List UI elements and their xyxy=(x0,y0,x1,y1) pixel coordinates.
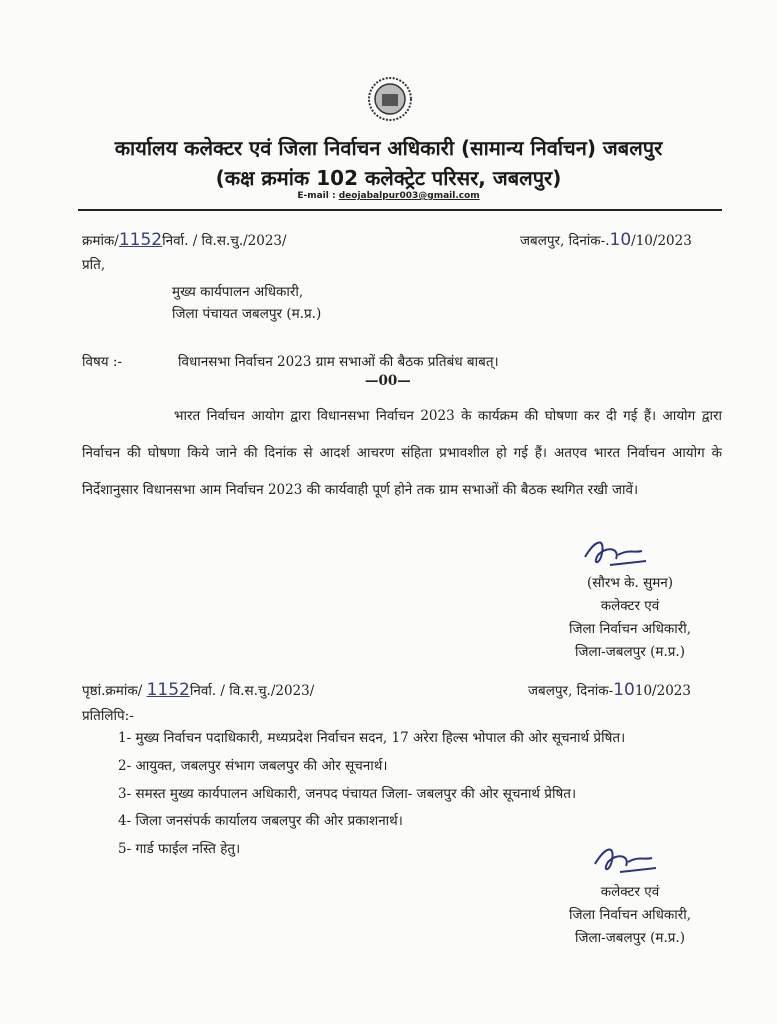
to-label: प्रति, xyxy=(82,257,106,273)
subject-label: विषय :- xyxy=(82,354,123,370)
subject-text: विधानसभा निर्वाचन 2023 ग्राम सभाओं की बैठक प्रतिबंध बाबत्। xyxy=(178,354,499,370)
date-prefix: जबलपुर, दिनांक-. xyxy=(520,233,610,249)
handwritten-date-day: 10 xyxy=(613,680,635,700)
signatory-title: जिला-जबलपुर (म.प्र.) xyxy=(575,930,685,946)
place-date xyxy=(520,230,692,250)
office-title: कार्यालय कलेक्टर एवं जिला निर्वाचन अधिकारी (सामान्य निर्वाचन) जबलपुर xyxy=(114,136,663,160)
ref-suffix: निर्वा. / वि.स.चु./2023/ xyxy=(162,233,287,249)
signatory-title: कलेक्टर एवं xyxy=(600,598,660,614)
handwritten-ref-number: 1152 xyxy=(146,680,190,700)
signatory-block xyxy=(530,572,730,664)
copy-item: 4- जिला जनसंपर्क कार्यालय जबलपुर की ओर प्रकाशनार्थ। xyxy=(118,813,403,829)
email-link[interactable]: deojabalpur003@gmail.com xyxy=(338,191,480,201)
signature xyxy=(590,842,660,882)
separator: —00— xyxy=(365,373,411,389)
ref-suffix: निर्वा. / वि.स.चु./2023/ xyxy=(189,683,315,699)
body-paragraph: भारत निर्वाचन आयोग द्वारा विधानसभा निर्वाचन 2023 के कार्यक्रम की घोषणा कर दी गई हैं। आयोग द्वारा निर्वाचन की घोषणा किये जाने की दिनांक से आदर्श आचरण संहिता प्रभावशील हो गई हैं। अतएव भारत निर्वाचन आयोग के निर्देशानुसार विधानसभा आम निर्वाचन 2023 की कार्यवाही पूर्ण होने तक ग्राम सभाओं की बैठक स्थगित रखी जावें। xyxy=(82,408,722,498)
copy-signatory-block xyxy=(530,881,730,950)
signatory-title: जिला निर्वाचन अधिकारी, xyxy=(568,907,692,923)
copy-label: प्रतिलिपि:- xyxy=(82,708,134,724)
signatory-name: (सौरभ के. सुमन) xyxy=(586,575,674,591)
handwritten-date-day: 10 xyxy=(609,230,632,250)
copy-item: 2- आयुक्त, जबलपुर संभाग जबलपुर की ओर सूचनार्थ। xyxy=(118,758,388,774)
signatory-title: जिला-जबलपुर (म.प्र.) xyxy=(575,644,685,660)
date-rest: 10/2023 xyxy=(634,683,691,699)
email-line xyxy=(0,191,777,201)
copy-item: 3- समस्त मुख्य कार्यपालन अधिकारी, जनपद पंचायत जिला- जबलपुर की ओर सूचनार्थ प्रेषित। xyxy=(118,786,577,802)
copy-reference-number xyxy=(82,680,314,700)
signatory-title: कलेक्टर एवं xyxy=(600,884,660,900)
signatory-title: जिला निर्वाचन अधिकारी, xyxy=(568,621,692,637)
ref-prefix: क्रमांक/ xyxy=(82,233,119,249)
date-prefix: जबलपुर, दिनांक- xyxy=(528,683,614,699)
addressee-line: जिला पंचायत जबलपुर (म.प्र.) xyxy=(172,306,322,322)
reference-number xyxy=(82,230,287,250)
emblem xyxy=(367,76,413,126)
signature xyxy=(580,535,650,575)
addressee-line: मुख्य कार्यपालन अधिकारी, xyxy=(172,284,304,300)
copy-place-date xyxy=(528,680,691,700)
header-divider xyxy=(78,209,722,211)
ref-prefix: पृष्ठां.क्रमांक/ xyxy=(82,683,143,699)
copy-item: 1- मुख्य निर्वाचन पदाधिकारी, मध्यप्रदेश निर्वाचन सदन, 17 अरेरा हिल्स भोपाल की ओर सूचनार्थ प्रेषित। xyxy=(118,730,626,746)
date-rest: /10/2023 xyxy=(631,233,692,249)
copy-item: 5- गार्ड फाईल नस्ति हेतु। xyxy=(118,841,241,857)
email-label: E-mail : xyxy=(297,191,336,201)
office-address: (कक्ष क्रमांक 102 कलेक्ट्रेट परिसर, जबलपुर) xyxy=(215,166,562,190)
handwritten-ref-number: 1152 xyxy=(118,230,163,250)
